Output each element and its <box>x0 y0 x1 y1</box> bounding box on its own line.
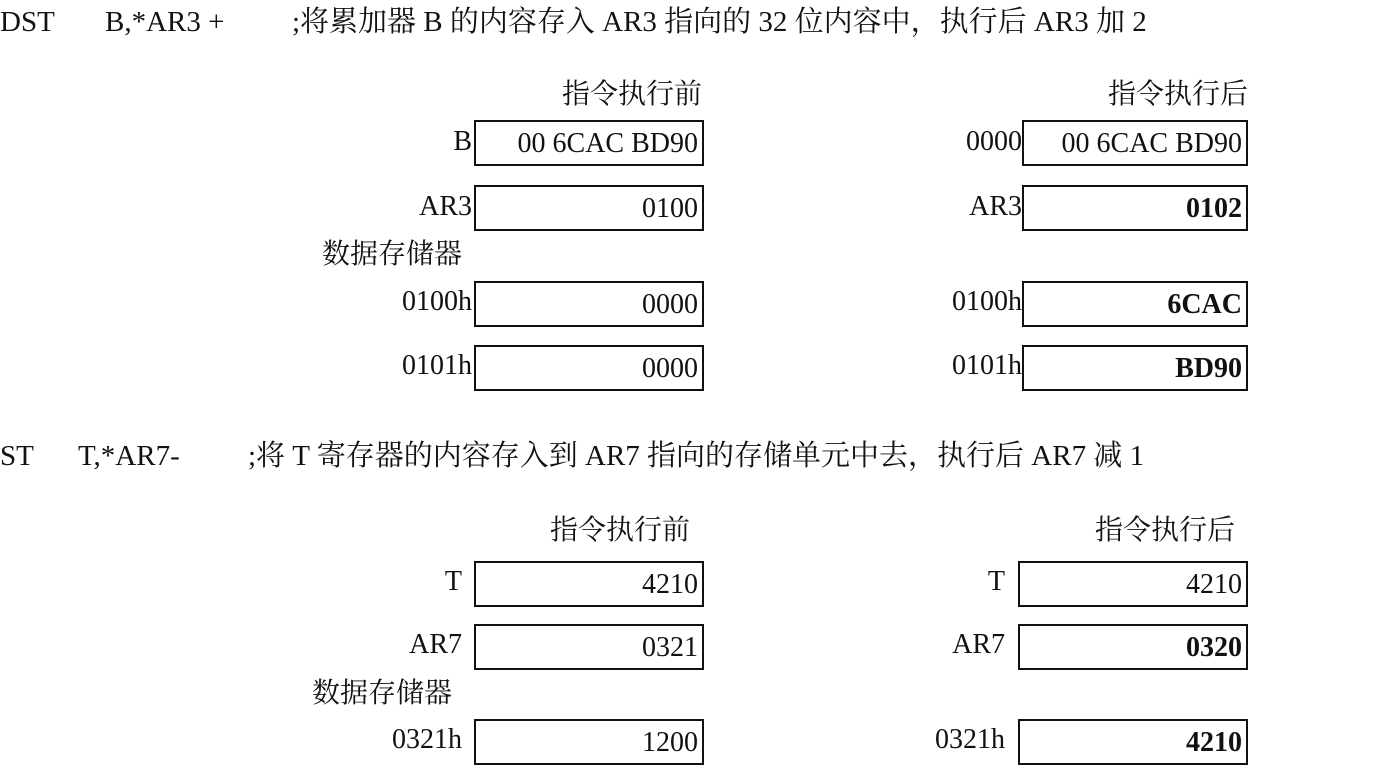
st-memory-title: 数据存储器 <box>312 678 453 709</box>
dst-after-label-0100h: 0100h <box>952 286 1022 317</box>
st-opcode: ST <box>0 440 34 472</box>
dst-after-label-ar3: AR3 <box>969 191 1022 222</box>
dst-after-header: 指令执行后 <box>1107 79 1248 110</box>
dst-opcode: DST <box>0 6 55 38</box>
st-after-value-0321h: 4210 <box>1018 719 1248 765</box>
dst-before-label-0101h: 0101h <box>402 350 472 381</box>
dst-after-label-b: 0000 <box>966 126 1022 157</box>
st-before-label-ar7: AR7 <box>409 629 462 660</box>
st-after-label-ar7: AR7 <box>952 629 1005 660</box>
st-before-header: 指令执行前 <box>549 515 690 546</box>
dst-before-value-ar3: 0100 <box>474 185 704 231</box>
dst-before-label-ar3: AR3 <box>419 191 472 222</box>
dst-after-value-0101h: BD90 <box>1022 345 1248 391</box>
st-before-value-ar7: 0321 <box>474 624 704 670</box>
st-before-label-0321h: 0321h <box>392 724 462 755</box>
dst-before-value-0101h: 0000 <box>474 345 704 391</box>
st-before-value-t: 4210 <box>474 561 704 607</box>
dst-before-value-0100h: 0000 <box>474 281 704 327</box>
dst-before-header: 指令执行前 <box>561 79 702 110</box>
dst-after-value-0100h: 6CAC <box>1022 281 1248 327</box>
dst-operands: B,*AR3 + <box>105 6 225 38</box>
st-after-value-ar7: 0320 <box>1018 624 1248 670</box>
st-after-label-t: T <box>987 566 1005 597</box>
st-after-label-0321h: 0321h <box>935 724 1005 755</box>
st-before-label-t: T <box>444 566 462 597</box>
st-instruction-line <box>0 438 1144 474</box>
dst-after-value-ar3: 0102 <box>1022 185 1248 231</box>
dst-instruction-line <box>0 4 1147 40</box>
st-operands: T,*AR7- <box>78 440 180 472</box>
dst-before-value-b: 00 6CAC BD90 <box>474 120 704 166</box>
st-comment: ;将 T 寄存器的内容存入到 AR7 指向的存储单元中去，执行后 AR7 减 1 <box>248 440 1145 472</box>
dst-memory-title: 数据存储器 <box>322 239 463 270</box>
dst-comment: ;将累加器 B 的内容存入 AR3 指向的 32 位内容中，执行后 AR3 加 2 <box>292 6 1147 38</box>
st-after-value-t: 4210 <box>1018 561 1248 607</box>
dst-after-label-0101h: 0101h <box>952 350 1022 381</box>
st-after-header: 指令执行后 <box>1094 515 1235 546</box>
dst-after-value-b: 00 6CAC BD90 <box>1022 120 1248 166</box>
st-before-value-0321h: 1200 <box>474 719 704 765</box>
dst-before-label-b: B <box>453 126 472 157</box>
dst-before-label-0100h: 0100h <box>402 286 472 317</box>
